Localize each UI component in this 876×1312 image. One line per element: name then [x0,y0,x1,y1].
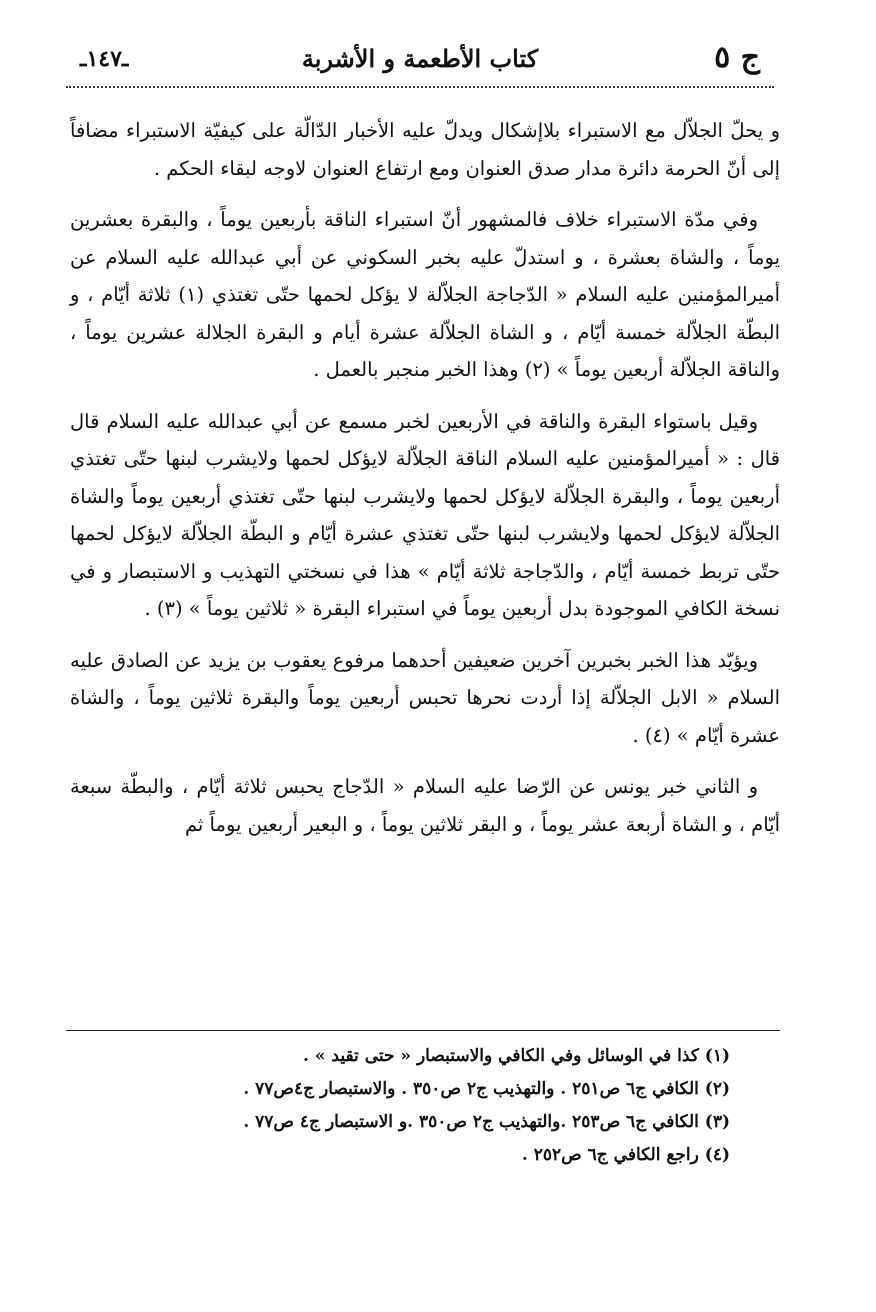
paragraph: وفي مدّة الاستبراء خلاف فالمشهور أنّ استبراء الناقة بأربعين يوماً ، والبقرة بعشرين يوماً ، والشاة بعشرة ، و استدلّ عليه بخبر السكوني عن أبي عبدالله عليه السلام عن أميرالمؤمنين عليه السلام « الدّجاجة الجلاّلة لا يؤكل لحمها حتّى تغتذي (١) ثلاثة أيّام ، و البطّة الجلاّلة خمسة أيّام ، و الشاة الجلاّلة عشرة أيام و البقرة الجلالة عشرين يوماً ، والناقة الجلاّلة أربعين يوماً » (٢) وهذا الخبر منجبر بالعمل . [70,208,781,381]
page-number: ـ١٤٧ـ [80,46,129,72]
footnote: (١) كذا في الوسائل وفي الكافي والاستبصار « حتى تقيد » . [303,1046,730,1066]
paragraph: ويؤيّد هذا الخبر بخبرين آخرين ضعيفين أحدهما مرفوع يعقوب بن يزيد عن الصادق عليه السلام « الابل الجلاّلة إذا أردت نحرها تحبس أربعين يوماً والبقرة ثلاثين يوماً ، والشاة عشرة أيّام » (٤) . [70,648,780,747]
volume-label: ج ٥ [714,40,760,75]
footnote: (٤) راجع الكافي ج٦ ص٢٥٢ . [521,1145,730,1165]
paragraph: و يحلّ الجلاّل مع الاستبراء بلاإشكال ويدلّ عليه الأخبار الدّالّة على كيفيّة الاستبراء مضافاً إلى أنّ الحرمة دائرة مدار صدق العنوان ومع ارتفاع العنوان لاوجه لبقاء الحكم . [70,119,780,180]
header-divider [66,86,774,88]
footnote-divider [66,1030,780,1031]
paragraph: و الثاني خبر يونس عن الرّضا عليه السلام « الدّجاج يحبس ثلاثة أيّام ، والبطّة سبعة أيّام ، و الشاة أربعة عشر يوماً ، و البقر ثلاثين يوماً ، و البعير أربعين يوماً ثم [70,775,780,836]
footnote: (٢) الكافي ج٦ ص٢٥١ . والتهذيب ج٢ ص٣٥٠ . والاستبصار ج٤ص٧٧ . [243,1079,730,1099]
main-text [70,112,780,857]
footnotes [70,1040,730,1172]
page-header [80,40,760,80]
footnote: (٣) الكافي ج٦ ص٢٥٣ .والتهذيب ج٢ ص٣٥٠ .و الاستبصار ج٤ ص٧٧ . [243,1112,730,1132]
book-title: كتاب الأطعمة و الأشربة [301,44,539,73]
paragraph: وقيل باستواء البقرة والناقة في الأربعين لخبر مسمع عن أبي عبدالله عليه السلام قال قال : « أميرالمؤمنين عليه السلام الناقة الجلاّلة لايؤكل لحمها ولايشرب لبنها حتّى تغتذي أربعين يوماً ، والبقرة الجلاّلة لايؤكل لحمها ولايشرب لبنها حتّى تغتذي أربعين يوماً والشاة الجلاّلة لايؤكل لحمها ولايشرب لبنها حتّى تغتذي عشرة أيّام و البطّة الجلاّلة لايؤكل لحمها حتّى تربط خمسة أيّام ، والدّجاجة ثلاثة أيّام » هذا في نسختي التهذيب و الاستبصار و في نسخة الكافي الموجودة بدل أربعين يوماً في استبراء البقرة « ثلاثين يوماً » (٣) . [70,409,780,620]
